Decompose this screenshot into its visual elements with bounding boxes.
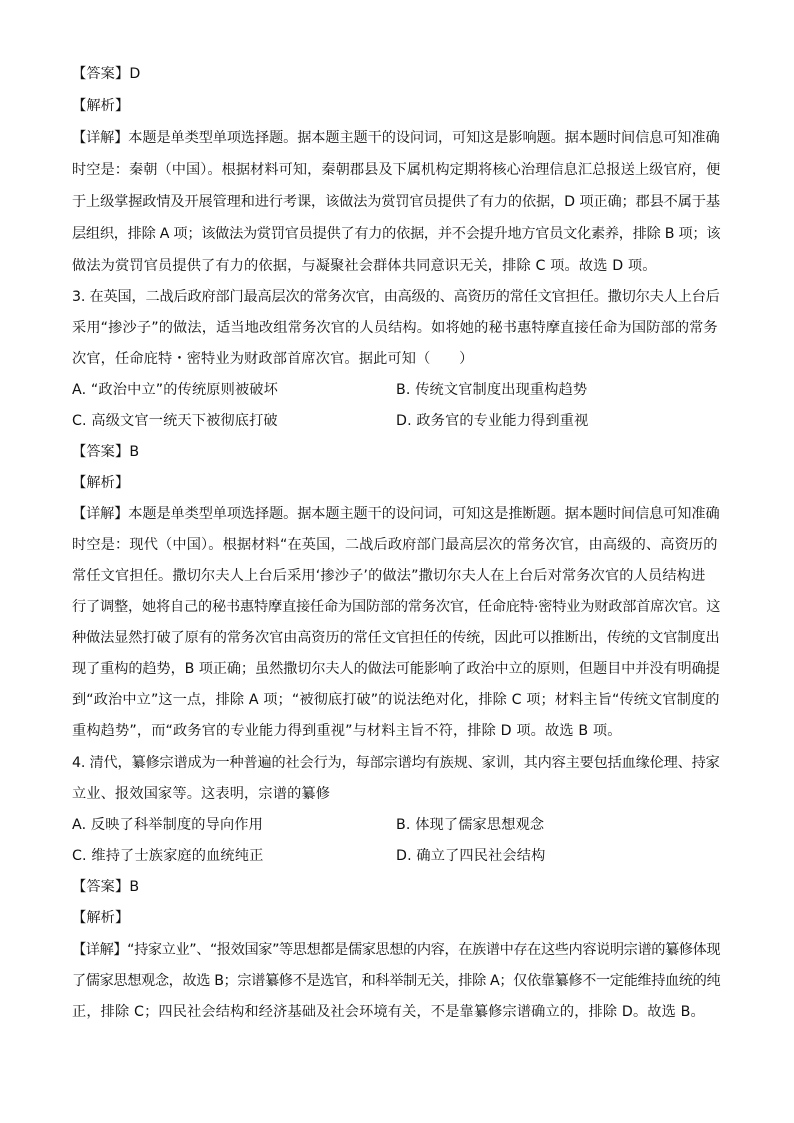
q3-detail-line: 到“政治中立”这一点，排除 A 项；“被彻底打破”的说法绝对化，排除 C 项；材料主旨“传统文官制度的	[72, 692, 720, 708]
q3-detail-line: 现了重构的趋势，B 项正确；虽然撒切尔夫人的做法可能影响了政治中立的原则，但题目中并没有明确提	[72, 661, 720, 677]
q4-analysis-label: 【解析】	[72, 910, 130, 926]
q2-detail-line: 层组织，排除 A 项；该做法为赏罚官员提供了有力的依据，并不会提升地方官员文化素养，排除 B 项；该	[72, 226, 721, 242]
q2-detail-line: 时空是：秦朝（中国）。根据材料可知，秦朝郡县及下属机构定期将核心治理信息汇总报送上级官府，便	[72, 162, 721, 178]
q3-detail-line: 重构趋势”，而“政务官的专业能力得到重视”与材料主旨不符，排除 D 项。故选 B 项。	[72, 723, 622, 739]
q2-analysis-label: 【解析】	[72, 98, 130, 114]
q3-detail-line: 时空是：现代（中国）。根据材料“在英国，二战后政府部门最高层次的常务次官，由高级的、高资历的	[72, 537, 718, 553]
q2-detail-line: 于上级掌握政情及开展管理和进行考课，该做法为赏罚官员提供了有力的依据，D 项正确；郡县不属于基	[72, 194, 720, 210]
q3-option-c: C. 高级文官一统天下被彻底打破	[72, 413, 278, 429]
q2-detail-line: 做法为赏罚官员提供了有力的依据，与凝聚社会群体共同意识无关，排除 C 项。故选 D 项。	[72, 258, 657, 274]
q3-detail-line: 常任文官担任。撒切尔夫人上台后采用‘掺沙子’的做法”撒切尔夫人在上台后对常务次官的人员结构进	[72, 568, 706, 584]
q4-option-d: D. 确立了四民社会结构	[396, 848, 546, 864]
q3-detail-line: 种做法显然打破了原有的常务次官由高资历的常任文官担任的传统，因此可以推断出，传统的文官制度出	[72, 630, 720, 646]
q4-answer: 【答案】B	[72, 879, 140, 895]
q3-option-b: B. 传统文官制度出现重构趋势	[396, 382, 588, 398]
q4-detail-line: 了儒家思想观念，故选 B；宗谱纂修不是选官，和科举制无关，排除 A；仅依靠纂修不一定能维持血统的纯	[72, 973, 721, 989]
q2-answer: 【答案】D	[72, 66, 141, 82]
q3-stem-line: 采用“掺沙子”的做法，适当地改组常务次官的人员结构。如将她的秘书惠特摩直接任命为国防部的常务	[72, 320, 718, 336]
q3-analysis-label: 【解析】	[72, 475, 130, 491]
q4-detail-line: 【详解】“持家立业”、“报效国家”等思想都是儒家思想的内容，在族谱中存在这些内容说明宗谱的纂修体现	[72, 942, 721, 958]
q3-option-d: D. 政务官的专业能力得到重视	[396, 413, 589, 429]
q3-detail-line: 行了调整，她将自己的秘书惠特摩直接任命为国防部的常务次官，任命庇特·密特业为财政部首席次官。这	[72, 599, 721, 615]
q4-option-a: A. 反映了科举制度的导向作用	[72, 817, 263, 833]
q3-stem-line: 次官，任命庇特・密特业为财政部首席次官。据此可知（ ）	[72, 351, 474, 367]
q3-detail-line: 【详解】本题是单类型单项选择题。据本题主题干的设问词，可知这是推断题。据本题时间信息可知准确	[72, 506, 720, 522]
q4-option-c: C. 维持了士族家庭的血统纯正	[72, 848, 264, 864]
q4-stem-line: 4. 清代，纂修宗谱成为一种普遍的社会行为，每部宗谱均有族规、家训，其内容主要包括血缘伦理、持家	[72, 755, 720, 771]
q4-stem-line: 立业、报效国家等。这表明，宗谱的纂修	[72, 786, 331, 802]
q3-answer: 【答案】B	[72, 444, 140, 460]
q4-option-b: B. 体现了儒家思想观念	[396, 817, 545, 833]
q2-detail-line: 【详解】本题是单类型单项选择题。据本题主题干的设问词，可知这是影响题。据本题时间信息可知准确	[72, 130, 720, 146]
q3-option-a: A. “政治中立”的传统原则被破坏	[72, 382, 278, 398]
q4-detail-line: 正，排除 C；四民社会结构和经济基础及社会环境有关，不是靠纂修宗谱确立的，排除 D。故选 B。	[72, 1004, 705, 1020]
q3-stem-line: 3. 在英国，二战后政府部门最高层次的常务次官，由高级的、高资历的常任文官担任。撒切尔夫人上台后	[72, 289, 720, 305]
